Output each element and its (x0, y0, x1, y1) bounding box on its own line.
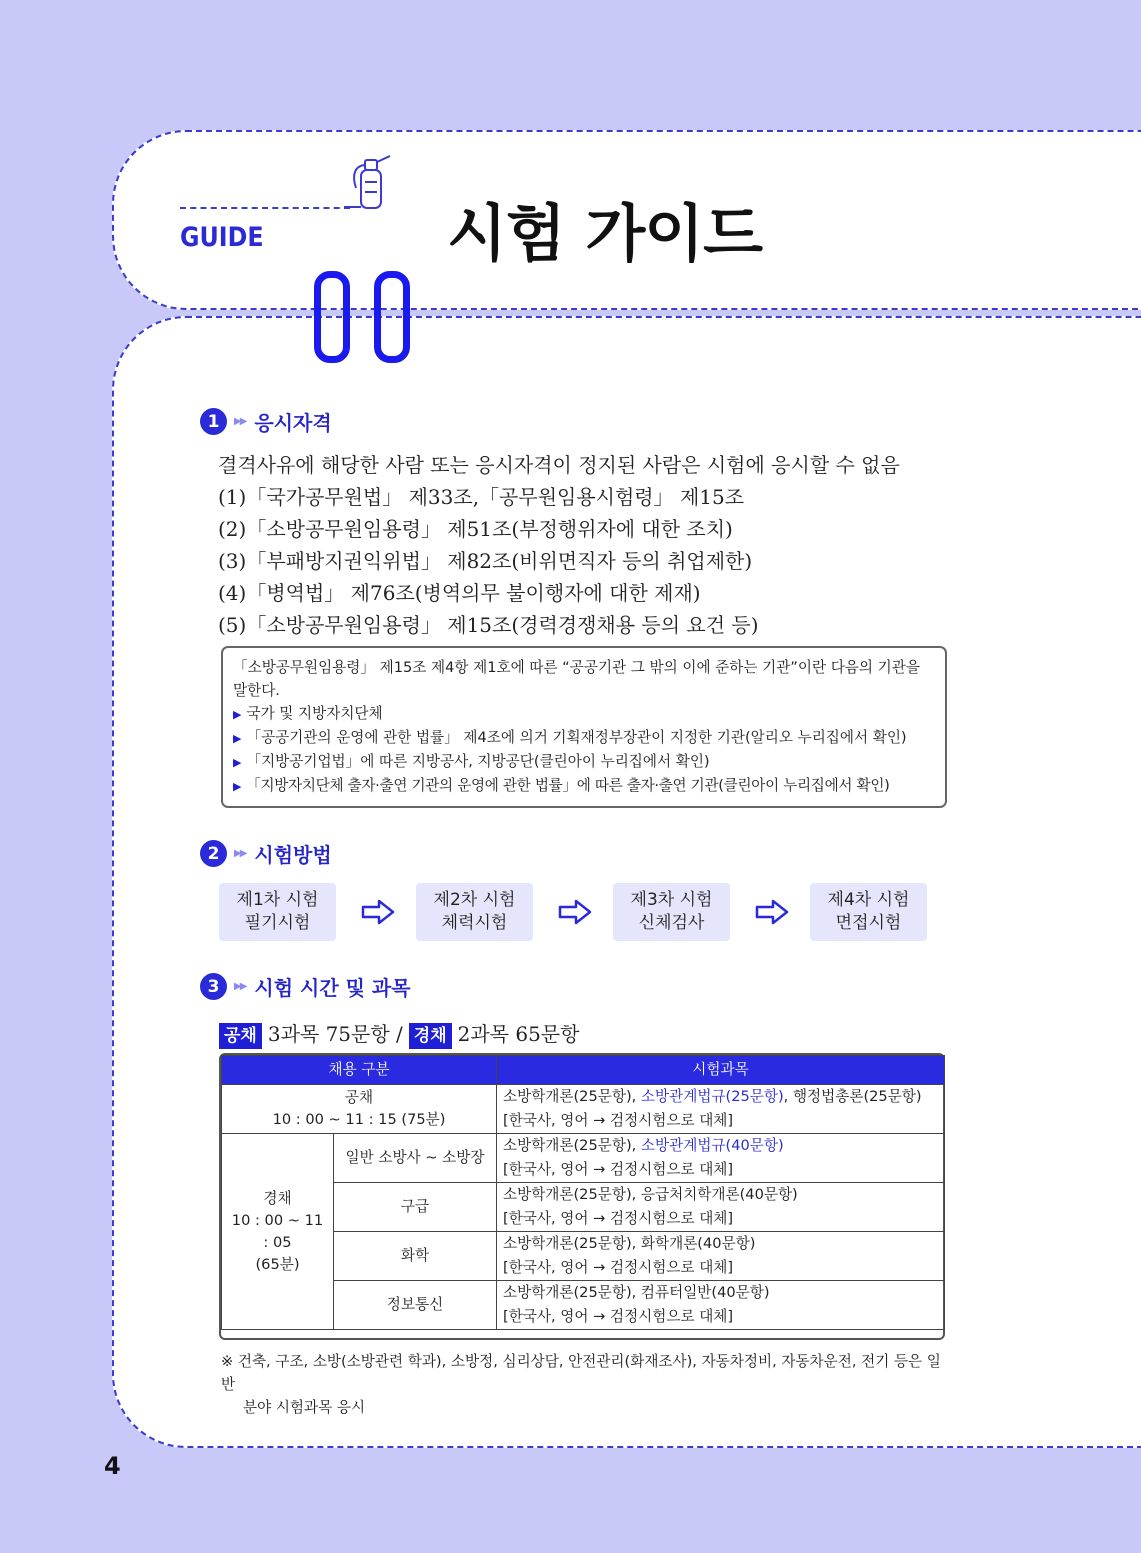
section-number-badge: 2 (200, 840, 227, 867)
footnote: ※ 건축, 구조, 소방(소방관련 학과), 소방정, 심리상담, 안전관리(화재조사), 자동차정비, 자동차운전, 전기 등은 일반 분야 시험과목 응시 (221, 1353, 941, 1416)
page-number: 4 (104, 1452, 121, 1480)
subject-table (221, 1055, 945, 1330)
fire-extinguisher-icon (344, 152, 396, 214)
section-heading-1 (200, 407, 332, 436)
table-row: 공채 10 : 00 ~ 11 : 15 (75분) 소방학개론(25문항), 소방관계법규(25문항), 행정법총론(25문항) [한국사, 영어 → 검정시험으로 대체] (222, 1085, 945, 1134)
binder-ring-left (314, 271, 350, 363)
section-title: 시험방법 (254, 843, 332, 867)
double-arrow-icon: ▶▶ (234, 981, 246, 992)
section-heading-2 (200, 839, 332, 868)
note-bullet: ▶ 「지방공기업법」에 따른 지방공사, 지방공단(클린아이 누리집에서 확인) (233, 753, 710, 770)
triangle-bullet-icon: ▶ (233, 708, 242, 721)
right-arrow-icon (361, 899, 395, 925)
section-heading-3 (200, 972, 411, 1001)
double-arrow-icon: ▶▶ (234, 848, 246, 859)
exam-summary: 공채 3과목 75문항 / 경채 2과목 65문항 (219, 1018, 585, 1049)
list-item: (4)「병역법」 제76조(병역의무 불이행자에 대한 제재) (218, 581, 701, 605)
exam-step-1: 제1차 시험 필기시험 (219, 883, 336, 941)
list-item: (5)「소방공무원임용령」 제15조(경력경쟁채용 등의 요건 등) (218, 613, 759, 637)
list-item: (1)「국가공무원법」 제33조,「공무원임용시험령」 제15조 (218, 485, 745, 509)
note-lead: 「소방공무원임용령」 제15조 제4항 제1호에 따른 “공공기관 그 밖의 이에 준하는 기관”이란 다음의 기관을 말한다. (233, 659, 920, 699)
table-row: 경채 10 : 00 ~ 11 : 05 (65분) 일반 소방사 ~ 소방장 소방학개론(25문항), 소방관계법규(40문항) [한국사, 영어 → 검정시험으로 대체] (222, 1134, 945, 1183)
page-title: 시험 가이드 (447, 197, 763, 270)
right-arrow-icon (755, 899, 789, 925)
guide-divider (180, 207, 350, 209)
exam-step-2: 제2차 시험 체력시험 (416, 883, 533, 941)
right-arrow-icon (558, 899, 592, 925)
section-number-badge: 3 (200, 973, 227, 1000)
section-title: 응시자격 (254, 411, 332, 435)
gyeongchae-tag: 경채 (409, 1023, 452, 1049)
note-box (221, 646, 947, 808)
eligibility-intro: 결격사유에 해당한 사람 또는 응시자격이 정지된 사람은 시험에 응시할 수 없음 (218, 453, 900, 477)
table-header: 시험과목 (497, 1056, 945, 1085)
gongchae-tag: 공채 (219, 1023, 262, 1049)
list-item: (2)「소방공무원임용령」 제51조(부정행위자에 대한 조치) (218, 517, 733, 541)
triangle-bullet-icon: ▶ (233, 732, 242, 745)
exam-step-3: 제3차 시험 신체검사 (613, 883, 730, 941)
double-arrow-icon: ▶▶ (234, 416, 246, 427)
table-row: 화학 소방학개론(25문항), 화학개론(40문항) [한국사, 영어 → 검정시험으로 대체] (222, 1232, 945, 1281)
triangle-bullet-icon: ▶ (233, 780, 242, 793)
note-bullet: ▶ 「공공기관의 운영에 관한 법률」 제4조에 의거 기획재정부장관이 지정한 기관(알리오 누리집에서 확인) (233, 729, 907, 746)
exam-step-4: 제4차 시험 면접시험 (810, 883, 927, 941)
table-row: 정보통신 소방학개론(25문항), 컴퓨터일반(40문항) [한국사, 영어 → 검정시험으로 대체] (222, 1281, 945, 1330)
section-title: 시험 시간 및 과목 (254, 976, 411, 1000)
note-bullet: ▶ 「지방자치단체 출자·출연 기관의 운영에 관한 법률」에 따른 출자·출연 기관(클린아이 누리집에서 확인) (233, 777, 890, 794)
guide-label: GUIDE (180, 222, 264, 253)
table-header: 채용 구분 (222, 1056, 497, 1085)
note-bullet: ▶ 국가 및 지방자치단체 (233, 705, 383, 722)
section-number-badge: 1 (200, 408, 227, 435)
eligibility-list (218, 449, 900, 641)
binder-ring-right (374, 271, 410, 363)
list-item: (3)「부패방지권익위법」 제82조(비위면직자 등의 취업제한) (218, 549, 753, 573)
table-row: 구급 소방학개론(25문항), 응급처치학개론(40문항) [한국사, 영어 → 검정시험으로 대체] (222, 1183, 945, 1232)
triangle-bullet-icon: ▶ (233, 756, 242, 769)
